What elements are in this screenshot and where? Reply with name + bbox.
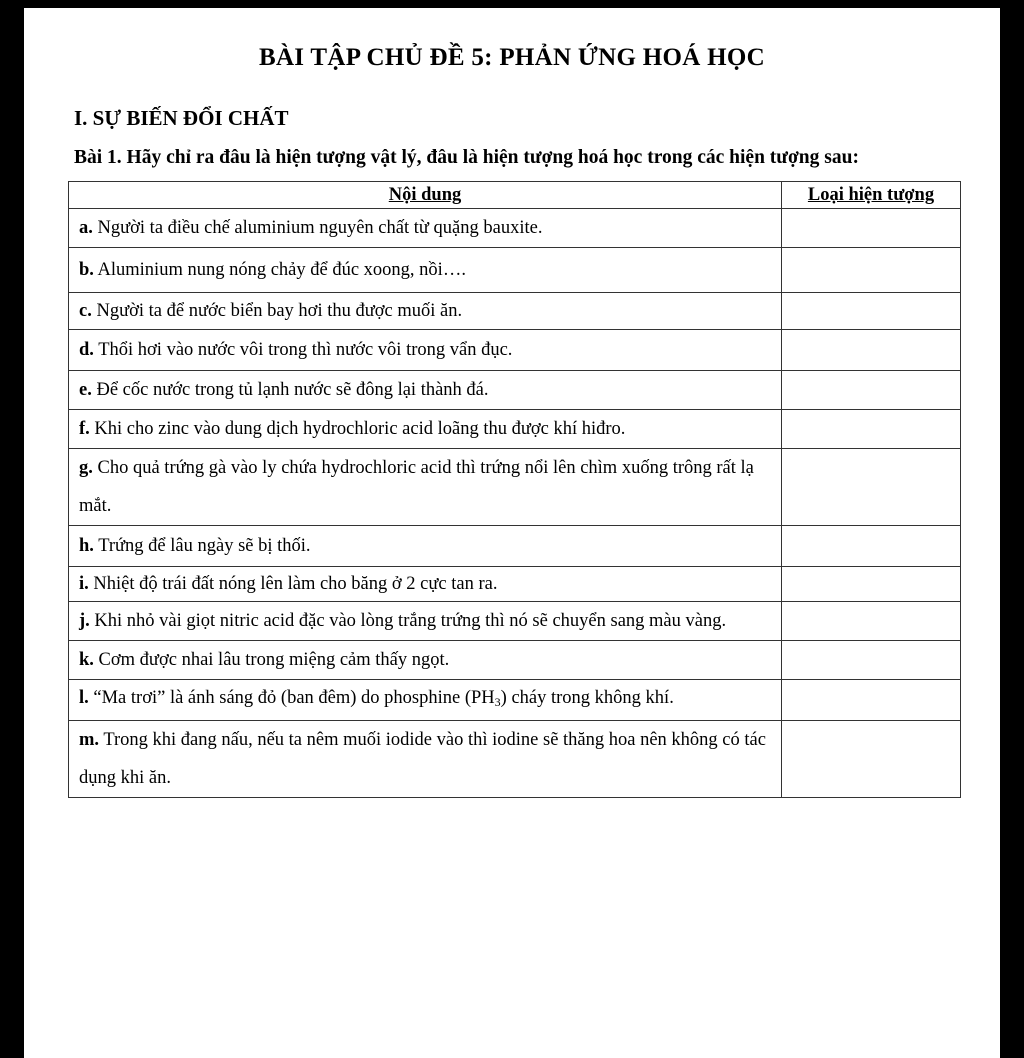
row-type-cell[interactable]	[782, 371, 961, 410]
row-text-after: ) cháy trong không khí.	[500, 688, 674, 708]
row-content	[69, 602, 782, 641]
table-row	[69, 209, 961, 248]
row-type-cell[interactable]	[782, 410, 961, 449]
row-type-cell[interactable]	[782, 449, 961, 526]
row-content	[69, 293, 782, 330]
document-page	[24, 8, 1000, 1058]
row-text: Cơm được nhai lâu trong miệng cảm thấy ngọt.	[93, 650, 450, 670]
row-letter: g.	[79, 458, 93, 478]
row-type-cell[interactable]	[782, 248, 961, 293]
table-row	[69, 449, 961, 526]
row-text: Aluminium nung nóng chảy để đúc xoong, nồi….	[93, 260, 466, 280]
row-text: Nhiệt độ trái đất nóng lên làm cho băng ở 2 cực tan ra.	[88, 574, 498, 594]
row-type-cell[interactable]	[782, 680, 961, 721]
phenomena-table	[68, 181, 961, 798]
row-type-cell[interactable]	[782, 330, 961, 371]
subscript: 3	[494, 695, 501, 709]
row-letter: m.	[79, 730, 100, 750]
row-content	[69, 330, 782, 371]
row-text: Khi cho zinc vào dung dịch hydrochloric acid loãng thu được khí hiđro.	[89, 419, 626, 439]
row-letter: b.	[79, 260, 94, 280]
row-content	[69, 410, 782, 449]
row-content	[69, 248, 782, 293]
header-content: Nội dung	[69, 182, 782, 209]
table-row	[69, 641, 961, 680]
row-letter: h.	[79, 536, 94, 556]
row-type-cell[interactable]	[782, 641, 961, 680]
table-row	[69, 293, 961, 330]
table-row	[69, 330, 961, 371]
table-row	[69, 371, 961, 410]
row-letter: k.	[79, 650, 94, 670]
row-type-cell[interactable]	[782, 209, 961, 248]
row-letter: f.	[79, 419, 90, 439]
row-type-cell[interactable]	[782, 721, 961, 798]
row-text: Thổi hơi vào nước vôi trong thì nước vôi trong vẩn đục.	[93, 340, 513, 360]
table-row	[69, 410, 961, 449]
row-letter: d.	[79, 340, 94, 360]
header-type: Loại hiện tượng	[782, 182, 961, 209]
row-text: “Ma trơi” là ánh sáng đỏ (ban đêm) do phosphine (PH	[88, 688, 495, 708]
table-row	[69, 248, 961, 293]
row-type-cell[interactable]	[782, 602, 961, 641]
row-content	[69, 209, 782, 248]
row-content	[69, 449, 782, 526]
row-text: Khi nhỏ vài giọt nitric acid đặc vào lòng trắng trứng thì nó sẽ chuyển sang màu vàng.	[89, 611, 727, 631]
row-letter: j.	[79, 611, 90, 631]
table-row	[69, 721, 961, 798]
row-content	[69, 641, 782, 680]
table-row	[69, 602, 961, 641]
row-letter: l.	[79, 688, 89, 708]
row-text: Trong khi đang nấu, nếu ta nêm muối iodide vào thì iodine sẽ thăng hoa nên không có tác dụng khi ăn.	[79, 730, 766, 788]
row-text: Cho quả trứng gà vào ly chứa hydrochloric acid thì trứng nổi lên chìm xuống trông rất lạ mắt.	[79, 458, 754, 516]
row-text: Để cốc nước trong tủ lạnh nước sẽ đông lại thành đá.	[91, 380, 489, 400]
exercise-prompt: Bài 1. Hãy chỉ ra đâu là hiện tượng vật lý, đâu là hiện tượng hoá học trong các hiện tượng sau:	[74, 147, 859, 168]
row-content	[69, 721, 782, 798]
table-row	[69, 680, 961, 721]
row-content	[69, 567, 782, 602]
table-row	[69, 526, 961, 567]
row-text: Người ta để nước biển bay hơi thu được muối ăn.	[91, 301, 463, 321]
row-letter: a.	[79, 218, 93, 238]
row-letter: c.	[79, 301, 92, 321]
row-type-cell[interactable]	[782, 567, 961, 602]
row-type-cell[interactable]	[782, 293, 961, 330]
row-content	[69, 526, 782, 567]
table-row	[69, 567, 961, 602]
page-title: BÀI TẬP CHỦ ĐỀ 5: PHẢN ỨNG HOÁ HỌC	[258, 44, 766, 71]
row-letter: i.	[79, 574, 89, 594]
row-type-cell[interactable]	[782, 526, 961, 567]
row-letter: e.	[79, 380, 92, 400]
row-content	[69, 371, 782, 410]
table-header-row	[69, 182, 961, 209]
row-text: Trứng để lâu ngày sẽ bị thối.	[93, 536, 311, 556]
row-text: Người ta điều chế aluminium nguyên chất từ quặng bauxite.	[92, 218, 543, 238]
section-heading: I. SỰ BIẾN ĐỔI CHẤT	[74, 106, 289, 130]
row-content	[69, 680, 782, 721]
